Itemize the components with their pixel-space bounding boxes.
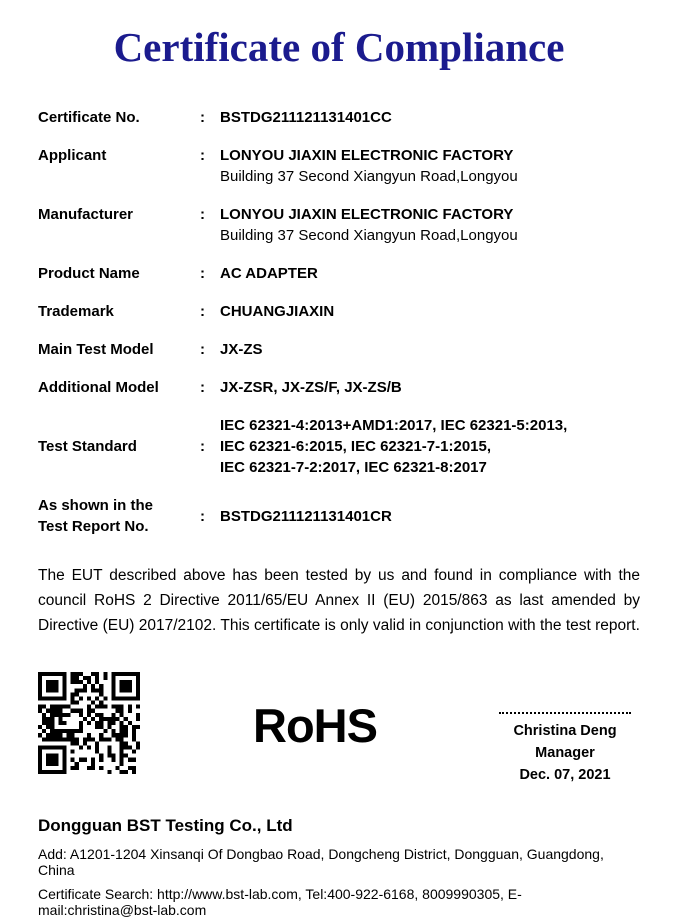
signature-block: [490, 672, 640, 786]
colon-separator: :: [200, 341, 205, 359]
field-row-trademark: [38, 301, 640, 322]
colon-separator: :: [200, 109, 205, 127]
test-report-label-line2: Test Report No.: [38, 518, 149, 536]
field-row-product-name: [38, 263, 640, 284]
compliance-statement: The EUT described above has been tested by us and found in compliance with the council RoHS 2 Directive 2011/65/EU Annex II (EU) 2015/863 as last amended by Directive (EU) 2017/2102. This certificate is only valid in conjunction with the test report.: [38, 567, 640, 635]
manufacturer-address: Building 37 Second Xiangyun Road,Longyou: [220, 227, 518, 245]
applicant-label: Applicant: [38, 147, 107, 165]
colon-separator: :: [200, 438, 205, 456]
test-standard-line2: IEC 62321-6:2015, IEC 62321-7-1:2015,: [220, 438, 492, 456]
certificate-no-value: BSTDG211121131401CC: [220, 109, 392, 127]
test-report-value: BSTDG211121131401CR: [220, 507, 392, 525]
colon-separator: :: [200, 379, 205, 397]
product-name-label: Product Name: [38, 265, 140, 283]
signature-dotted-line: [499, 712, 631, 714]
manufacturer-label: Manufacturer: [38, 206, 134, 224]
product-name-value: AC ADAPTER: [220, 265, 318, 283]
trademark-value: CHUANGJIAXIN: [220, 303, 335, 321]
field-row-certificate-no: [38, 107, 640, 128]
main-test-model-label: Main Test Model: [38, 341, 154, 359]
colon-separator: :: [200, 206, 205, 224]
test-standard-label: Test Standard: [38, 438, 137, 456]
qr-code-icon: [38, 672, 140, 774]
applicant-address: Building 37 Second Xiangyun Road,Longyou: [220, 168, 518, 186]
test-standard-line3: IEC 62321-7-2:2017, IEC 62321-8:2017: [220, 459, 487, 477]
certificate-no-label: Certificate No.: [38, 109, 140, 127]
additional-model-value: JX-ZSR, JX-ZS/F, JX-ZS/B: [220, 379, 402, 397]
field-row-test-standard: [38, 415, 640, 478]
colon-separator: :: [200, 147, 205, 165]
footer-company-name: Dongguan BST Testing Co., Ltd: [38, 816, 293, 836]
page-title: Certificate of Compliance: [113, 24, 565, 70]
footer-address: Add: A1201-1204 Xinsanqi Of Dongbao Road, Dongcheng District, Dongguan, Guangdong, China: [38, 846, 604, 879]
trademark-label: Trademark: [38, 303, 114, 321]
signatory-title: Manager: [535, 745, 595, 762]
field-row-manufacturer: [38, 204, 640, 246]
logo-signature-row: [38, 672, 640, 784]
rohs-logo: RoHS: [253, 699, 377, 753]
signature-date: Dec. 07, 2021: [519, 767, 611, 784]
colon-separator: :: [200, 303, 205, 321]
test-standard-line1: IEC 62321-4:2013+AMD1:2017, IEC 62321-5:2013,: [220, 417, 568, 435]
field-row-applicant: [38, 145, 640, 187]
signatory-name: Christina Deng: [513, 723, 617, 740]
certificate-fields: [38, 107, 640, 537]
field-row-main-test-model: [38, 339, 640, 360]
footer: [38, 816, 640, 918]
additional-model-label: Additional Model: [38, 379, 159, 397]
colon-separator: :: [200, 507, 205, 525]
footer-contact: Certificate Search: http://www.bst-lab.com, Tel:400-922-6168, 8009990305, E-mail:christina@bst-lab.com: [38, 886, 522, 918]
manufacturer-name: LONYOU JIAXIN ELECTRONIC FACTORY: [220, 206, 514, 224]
colon-separator: :: [200, 265, 205, 283]
applicant-name: LONYOU JIAXIN ELECTRONIC FACTORY: [220, 147, 514, 165]
field-row-test-report-no: [38, 495, 640, 537]
test-report-label-line1: As shown in the: [38, 497, 154, 515]
main-test-model-value: JX-ZS: [220, 341, 263, 359]
field-row-additional-model: [38, 377, 640, 398]
